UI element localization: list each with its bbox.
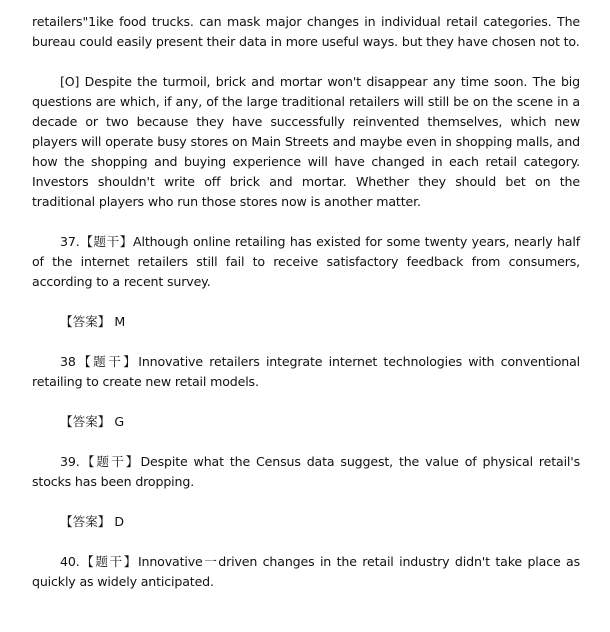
question-number: 40. — [60, 554, 80, 569]
answer-tag: 【答案】 — [60, 414, 111, 429]
paragraph-o: [O] Despite the turmoil, brick and mortar won't disappear any time soon. The big questions are which, if any, of the large traditional retailers will still be on the scene in a decade or two because they have successfully reinvented themselves, which new players will operate busy stores on Main Streets and maybe even in shopping malls, and how the shopping and buying experience will have changed in each retail category. Investors shouldn't write off brick and mortar. Whether they should bet on the traditional players who run those stores now is another matter. — [32, 74, 580, 209]
stem-text: Innovative retailers integrate internet technologies with conventional retailing to create new retail models. — [32, 354, 581, 389]
question-38-stem — [32, 352, 580, 392]
stem-tag: 【题干】 — [79, 554, 138, 569]
stem-tag: 【题干】 — [79, 454, 141, 469]
question-40-stem — [32, 552, 580, 592]
question-39-stem — [32, 452, 580, 492]
answer-value: D — [114, 514, 125, 529]
stem-text: Despite what the Census data suggest, the value of physical retail's stocks has been dropping. — [32, 454, 581, 489]
stem-text: Innovative一driven changes in the retail industry didn't take place as quickly as widely anticipated. — [32, 554, 580, 589]
paragraph-intro: retailers"1ike food trucks. can mask major changes in individual retail categories. The bureau could easily present their data in more useful ways. but they have chosen not to. — [32, 14, 580, 49]
question-number: 39. — [60, 454, 80, 469]
question-37-stem — [32, 232, 580, 292]
answer-value: M — [114, 314, 126, 329]
stem-tag: 【题干】 — [75, 354, 139, 369]
question-38-answer — [32, 412, 580, 432]
answer-value: G — [114, 414, 125, 429]
stem-tag: 【题干】 — [79, 234, 133, 249]
question-39-answer — [32, 512, 580, 532]
question-number: 37. — [60, 234, 80, 249]
answer-tag: 【答案】 — [60, 314, 111, 329]
answer-tag: 【答案】 — [60, 514, 111, 529]
question-37-answer — [32, 312, 580, 332]
stem-text: Although online retailing has existed for some twenty years, nearly half of the internet retailers still fail to receive satisfactory feedback from consumers, according to a recent survey. — [32, 234, 580, 289]
question-number: 38 — [60, 354, 76, 369]
